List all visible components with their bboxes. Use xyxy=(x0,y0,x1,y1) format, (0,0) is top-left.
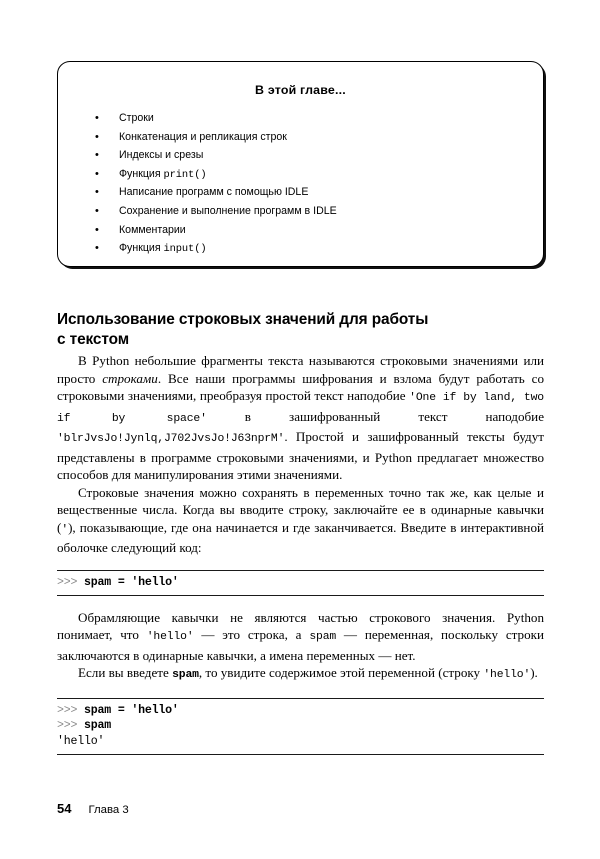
p3-text-part-2: — это строка, а xyxy=(193,627,310,643)
bullet-icon: • xyxy=(95,112,99,124)
paragraph-1 xyxy=(57,352,544,484)
p2-text-part-2: ), показывающие, где она начинается и где заканчивается. Введите в интерактивной оболочке следующий код: xyxy=(57,519,544,556)
repl-prompt: >>> xyxy=(57,719,85,733)
chapter-item-code: input() xyxy=(163,243,207,256)
p3-hello-string: 'hello' xyxy=(146,631,194,644)
bullet-icon: • xyxy=(95,186,99,199)
chapter-item-label: Написание программ с помощью IDLE xyxy=(119,186,309,199)
bullet-icon: • xyxy=(95,167,99,180)
repl-input: spam = 'hello' xyxy=(84,703,179,717)
section-heading-line-1: Использование строковых значений для работы xyxy=(57,310,429,328)
chapter-contents-item xyxy=(95,184,543,203)
chapter-contents-item xyxy=(95,240,543,259)
repl-prompt: >>> xyxy=(57,703,85,717)
chapter-contents-item xyxy=(95,166,543,185)
spacer xyxy=(57,557,544,570)
spacer xyxy=(57,685,544,698)
chapter-item-label: Функция xyxy=(119,167,164,180)
paragraph-3 xyxy=(57,609,544,665)
chapter-contents-item xyxy=(95,222,543,241)
code-block-2 xyxy=(57,698,544,755)
paragraph-2 xyxy=(57,484,544,557)
p4-hello-string: 'hello' xyxy=(483,669,531,682)
p3-text-part-3: — переменная, поскольку строки заключаются в одинарные кавычки, а имена переменных — нет. xyxy=(57,627,545,663)
chapter-contents-title: В этой главе... xyxy=(255,83,346,97)
p4-text-part-2: , то увидите содержимое этой переменной (строку xyxy=(198,665,484,681)
paragraph-4 xyxy=(57,664,544,685)
page-footer xyxy=(57,801,129,816)
p4-text-part-3: ). xyxy=(530,665,538,681)
section-heading-line-2: с текстом xyxy=(57,331,130,349)
bullet-icon: • xyxy=(95,149,99,162)
code-block-1 xyxy=(57,570,544,596)
chapter-item-code: print() xyxy=(163,168,207,181)
p4-text-part-1: Если вы введете xyxy=(78,665,173,681)
repl-input: spam xyxy=(84,719,112,733)
repl-input: spam = 'hello' xyxy=(84,576,179,590)
code-line xyxy=(57,734,544,750)
chapter-contents-item xyxy=(95,110,543,129)
p1-ciphertext-string: 'blrJvsJo!Jynlq,J702JvsJo!J63nprM' xyxy=(57,433,285,446)
page-number: 54 xyxy=(57,801,72,816)
bullet-icon: • xyxy=(95,223,99,236)
bullet-icon: • xyxy=(95,242,99,255)
chapter-item-label: Конкатенация и репликация строк xyxy=(119,130,287,143)
spacer xyxy=(57,596,544,609)
body-content xyxy=(57,352,544,755)
code-line xyxy=(57,575,544,591)
bullet-icon: • xyxy=(95,130,99,143)
running-head: Глава 3 xyxy=(88,804,129,816)
chapter-contents-item xyxy=(95,203,543,222)
repl-output: 'hello' xyxy=(57,734,105,748)
code-line xyxy=(57,703,544,719)
section-heading xyxy=(57,310,527,351)
p2-quote-char: ' xyxy=(61,523,69,536)
p1-text-part-3: в зашифрованный текст наподобие xyxy=(206,408,545,424)
chapter-item-label: Строки xyxy=(119,112,154,124)
bullet-icon: • xyxy=(95,204,99,217)
chapter-item-label: Комментарии xyxy=(119,223,186,236)
chapter-item-label: Сохранение и выполнение программ в IDLE xyxy=(119,204,337,217)
chapter-contents-item xyxy=(95,129,543,148)
p1-text-part-2: . Все наши программы шифрования и взлома будут работать со строковыми значениями, преобразуя простой текст наподобие xyxy=(57,370,545,404)
repl-prompt: >>> xyxy=(57,576,85,590)
code-line xyxy=(57,718,544,734)
chapter-item-label: Индексы и срезы xyxy=(119,149,204,162)
p2-text-part-1: Строковые значения можно сохранять в переменных точно так же, как целые и вещественные числа. Когда вы вводите строку, заключайте ее в одинарные кавычки ( xyxy=(57,484,544,535)
chapter-contents-item xyxy=(95,147,543,166)
chapter-contents-box-frame xyxy=(57,61,544,267)
p3-text-part-1: Обрамляющие кавычки не являются частью строкового значения. Python понимает, что xyxy=(57,609,544,643)
chapter-contents-box xyxy=(57,61,544,267)
p1-text-part-4: . Простой и зашифрованный тексты будут представлены в программе строковыми значениями, и Python предлагает множество способов для манипулирования этими значениями. xyxy=(57,429,544,483)
p1-emphasis-strokami: строками xyxy=(102,370,158,386)
chapter-contents-list xyxy=(58,110,543,259)
p1-text-part-1: В Python небольшие фрагменты текста называются строковыми значениями или просто xyxy=(57,353,544,386)
p4-spam-identifier: spam xyxy=(172,669,199,682)
p1-plaintext-string: 'One if by land, two if by space' xyxy=(57,392,544,425)
p3-spam-identifier: spam xyxy=(309,631,337,644)
chapter-item-label: Функция xyxy=(119,242,164,255)
